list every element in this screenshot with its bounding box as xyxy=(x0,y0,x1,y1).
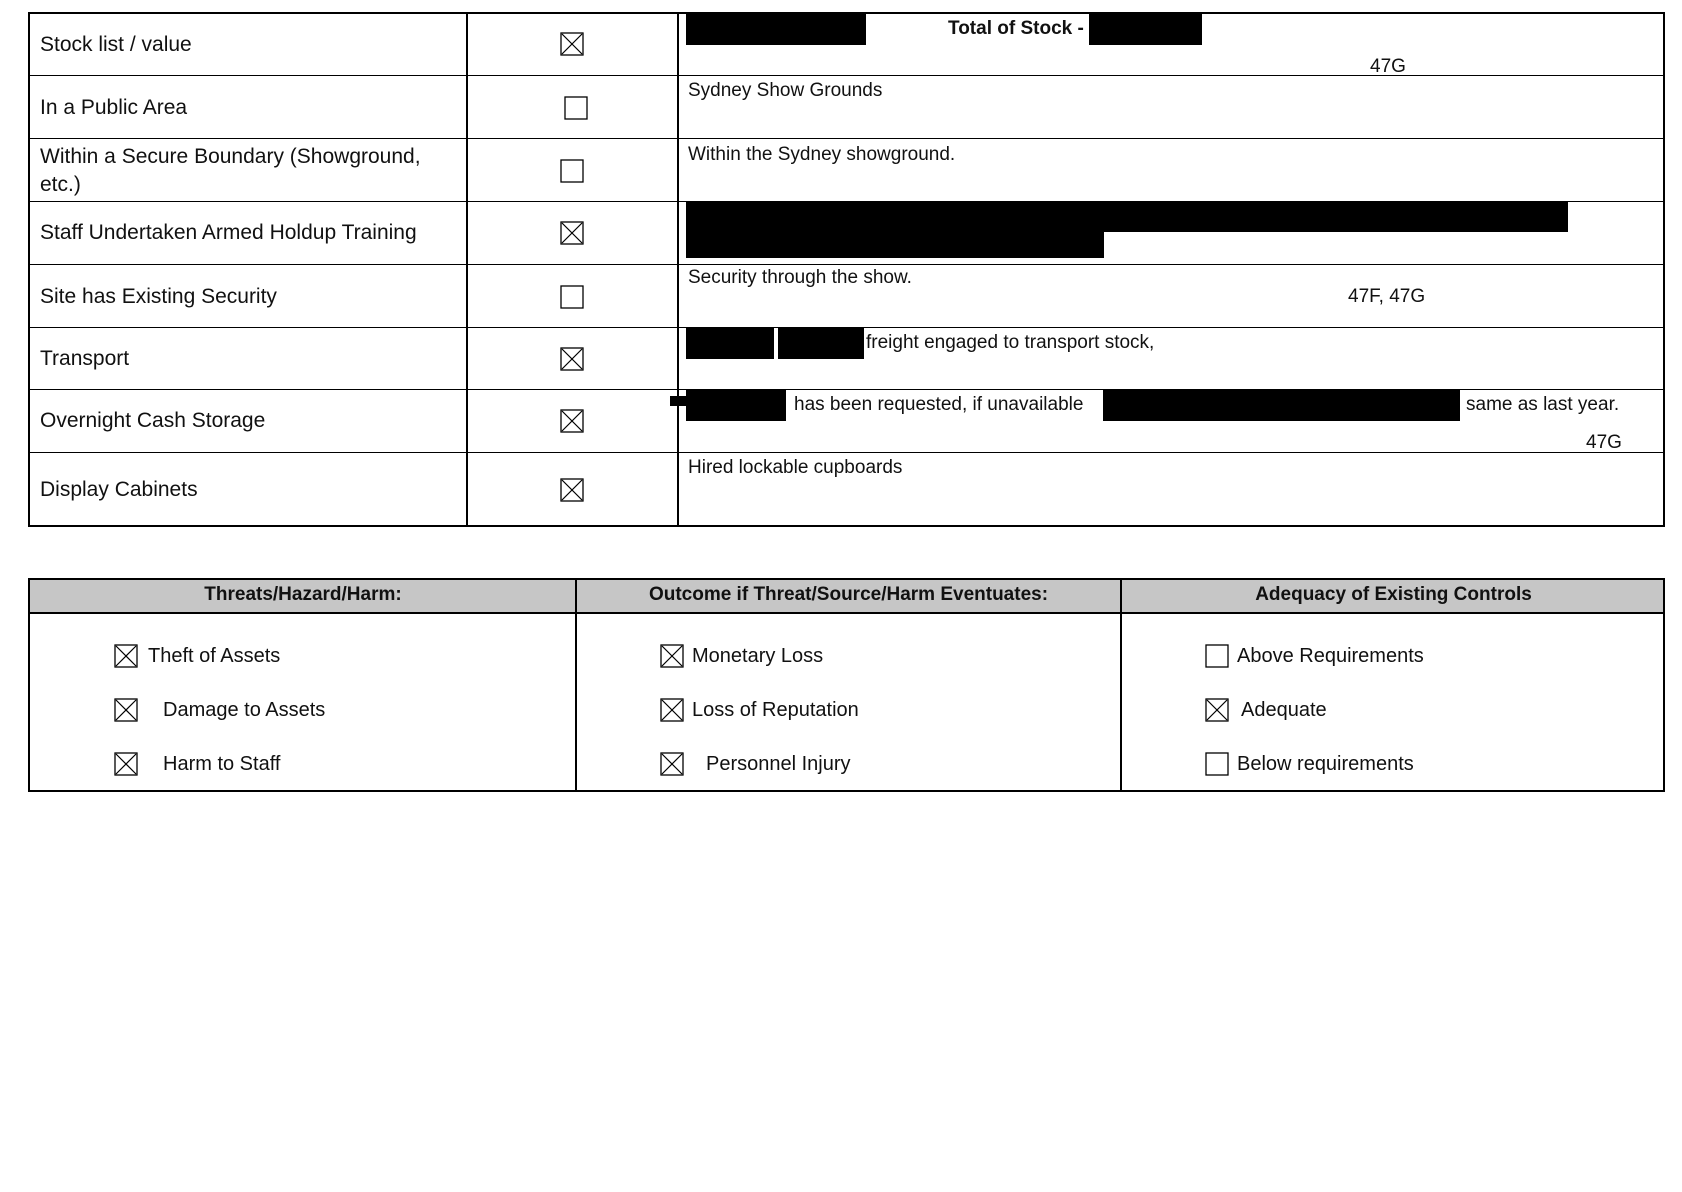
option-label: Loss of Reputation xyxy=(692,699,859,721)
checkbox-adequate[interactable] xyxy=(1205,698,1229,722)
checkbox-checked-icon xyxy=(660,698,684,722)
adequacy-option[interactable] xyxy=(1205,697,1327,723)
risk-label: Within a Secure Boundary (Showground, etc.) xyxy=(40,145,421,196)
column-divider xyxy=(575,580,577,790)
threat-option[interactable] xyxy=(114,751,280,777)
checkbox-holdup-training[interactable] xyxy=(560,221,584,245)
checkbox-public-area[interactable] xyxy=(564,96,588,120)
checkbox-empty-icon xyxy=(560,285,584,309)
checkbox-checked-icon xyxy=(660,644,684,668)
redaction-block xyxy=(686,14,866,45)
outcome-option[interactable] xyxy=(660,697,859,723)
redaction-block xyxy=(686,230,1104,258)
option-label: Below requirements xyxy=(1237,753,1414,775)
outcome-option[interactable] xyxy=(660,643,823,669)
threat-option[interactable] xyxy=(114,697,325,723)
risk-note: Sydney Show Grounds xyxy=(688,80,883,101)
risk-note: Hired lockable cupboards xyxy=(688,457,903,478)
header-threats: Threats/Hazard/Harm: xyxy=(204,584,402,605)
checkbox-checked-icon xyxy=(1205,698,1229,722)
adequacy-option[interactable] xyxy=(1205,643,1424,669)
option-label: Personnel Injury xyxy=(706,753,851,775)
checkbox-checked-icon xyxy=(560,32,584,56)
risk-row-public-area xyxy=(30,76,1663,139)
checkbox-cash-storage[interactable] xyxy=(560,409,584,433)
adequacy-option[interactable] xyxy=(1205,751,1414,777)
checkbox-checked-icon xyxy=(560,478,584,502)
risk-note: freight engaged to transport stock, xyxy=(866,332,1155,353)
column-divider xyxy=(1120,580,1122,790)
stock-total-label: Total of Stock - xyxy=(948,18,1084,39)
reference-code: 47G xyxy=(1370,56,1406,77)
checkbox-checked-icon xyxy=(114,644,138,668)
risk-note: Within the Sydney showground. xyxy=(688,144,956,165)
option-label: Damage to Assets xyxy=(163,699,326,721)
risk-row-display-cabinets xyxy=(30,453,1663,527)
redaction-block xyxy=(778,328,864,359)
checkbox-harm-to-staff[interactable] xyxy=(114,752,138,776)
checkbox-checked-icon xyxy=(560,221,584,245)
redaction-block xyxy=(686,390,786,421)
checkbox-theft-of-assets[interactable] xyxy=(114,644,138,668)
header-adequacy: Adequacy of Existing Controls xyxy=(1255,584,1532,605)
column-divider xyxy=(677,14,679,525)
checkbox-loss-of-reputation[interactable] xyxy=(660,698,684,722)
checkbox-stock-list[interactable] xyxy=(560,32,584,56)
risk-note: Security through the show. xyxy=(688,267,912,288)
threat-assessment-table xyxy=(28,578,1665,792)
checkbox-empty-icon xyxy=(560,159,584,183)
risk-row-secure-boundary xyxy=(30,139,1663,202)
checkbox-empty-icon xyxy=(1205,752,1229,776)
option-label: Monetary Loss xyxy=(692,645,824,667)
option-label: Adequate xyxy=(1241,699,1327,721)
risk-note-b: same as last year. xyxy=(1466,394,1620,415)
checkbox-above-requirements[interactable] xyxy=(1205,644,1229,668)
checkbox-below-requirements[interactable] xyxy=(1205,752,1229,776)
risk-label: In a Public Area xyxy=(40,96,188,119)
checkbox-display-cabinets[interactable] xyxy=(560,478,584,502)
checkbox-personnel-injury[interactable] xyxy=(660,752,684,776)
threat-assessment-header xyxy=(30,580,1663,614)
redaction-block xyxy=(1103,390,1460,421)
risk-row-stock-list xyxy=(30,14,1663,76)
redaction-block xyxy=(686,328,774,359)
risk-label: Display Cabinets xyxy=(40,478,198,501)
risk-label: Stock list / value xyxy=(40,33,192,56)
checkbox-existing-security[interactable] xyxy=(560,285,584,309)
risk-label: Site has Existing Security xyxy=(40,285,277,308)
risk-row-transport xyxy=(30,328,1663,390)
risk-row-existing-security xyxy=(30,265,1663,328)
risk-row-cash-storage xyxy=(30,390,1663,453)
risk-label: Overnight Cash Storage xyxy=(40,409,266,432)
option-label: Harm to Staff xyxy=(163,753,281,775)
checkbox-checked-icon xyxy=(114,752,138,776)
risk-row-holdup-training xyxy=(30,202,1663,265)
reference-code: 47G xyxy=(1586,432,1622,453)
option-label: Above Requirements xyxy=(1237,645,1424,667)
checkbox-secure-boundary[interactable] xyxy=(560,159,584,183)
risk-label: Staff Undertaken Armed Holdup Training xyxy=(40,221,417,244)
risk-factor-table xyxy=(28,12,1665,527)
threat-option[interactable] xyxy=(114,643,280,669)
checkbox-checked-icon xyxy=(560,347,584,371)
redaction-block xyxy=(686,202,1568,232)
risk-note-a: has been requested, if unavailable xyxy=(794,394,1084,415)
checkbox-monetary-loss[interactable] xyxy=(660,644,684,668)
checkbox-damage-to-assets[interactable] xyxy=(114,698,138,722)
header-outcome: Outcome if Threat/Source/Harm Eventuates: xyxy=(648,584,1049,605)
redaction-block xyxy=(1089,14,1202,45)
checkbox-checked-icon xyxy=(660,752,684,776)
checkbox-checked-icon xyxy=(114,698,138,722)
risk-label: Transport xyxy=(40,347,130,370)
column-divider xyxy=(466,14,468,525)
checkbox-transport[interactable] xyxy=(560,347,584,371)
checkbox-checked-icon xyxy=(560,409,584,433)
option-label: Theft of Assets xyxy=(148,645,281,667)
checkbox-empty-icon xyxy=(564,96,588,120)
outcome-option[interactable] xyxy=(660,751,851,777)
checkbox-empty-icon xyxy=(1205,644,1229,668)
reference-code: 47F, 47G xyxy=(1348,286,1426,307)
